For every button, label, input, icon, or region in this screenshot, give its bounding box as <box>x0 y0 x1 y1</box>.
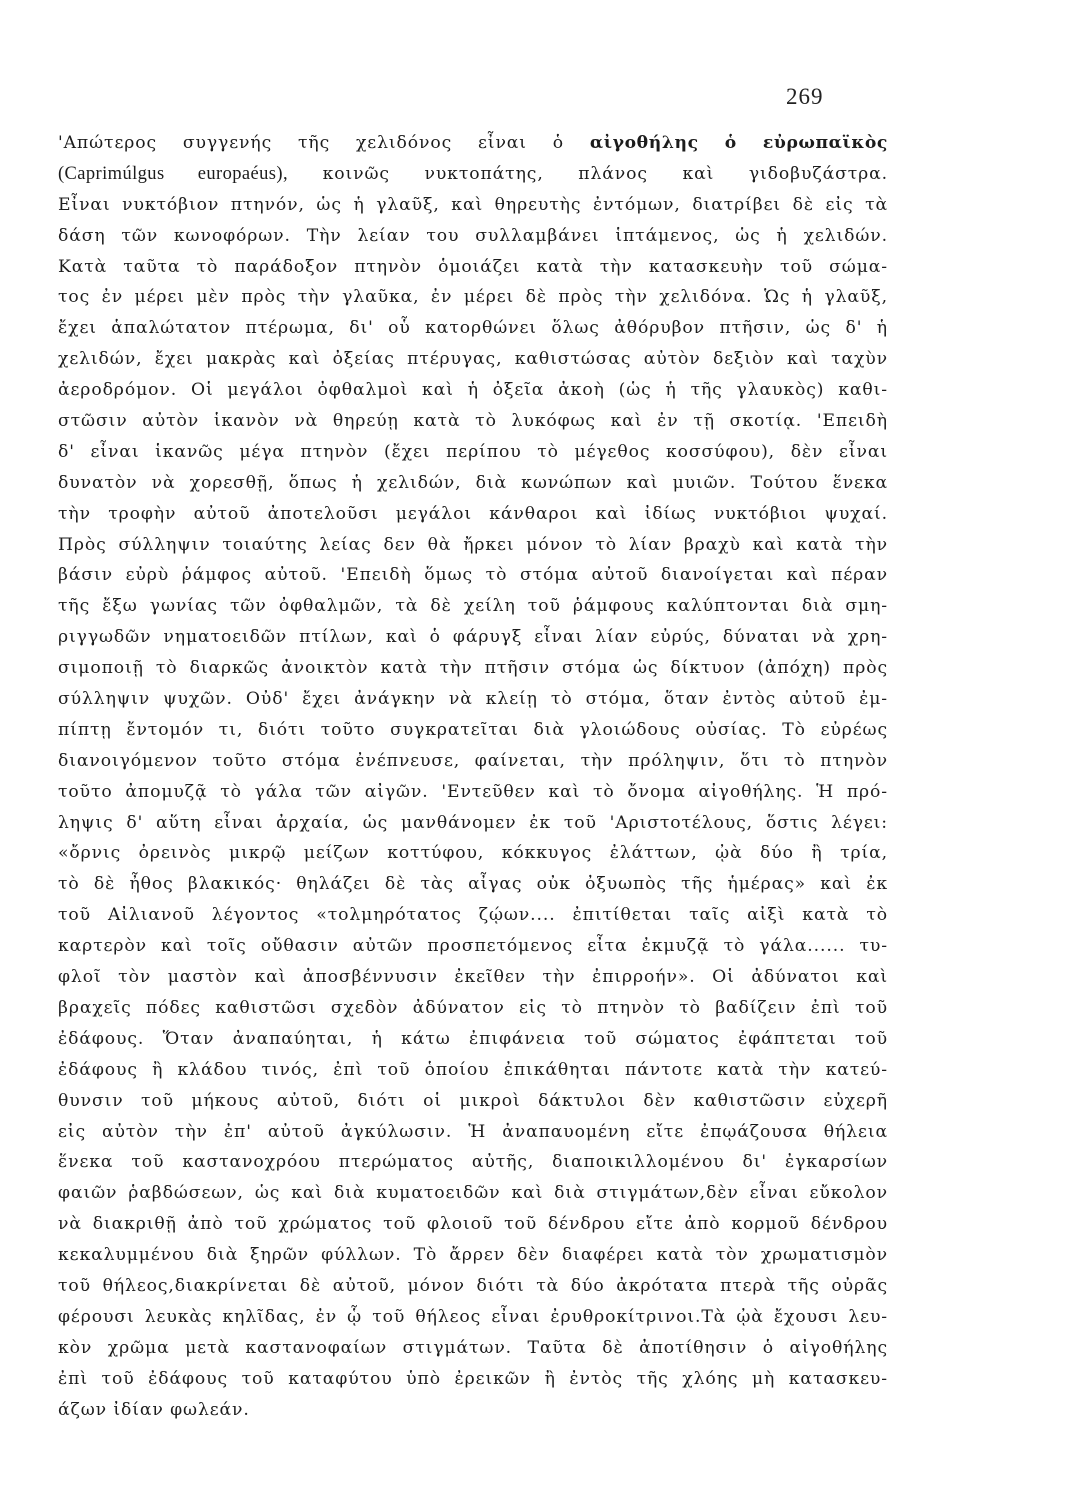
text-line: Κατὰ ταῦτα τὸ παράδοξον πτηνὸν ὁμοιάζει κατὰ τὴν κατασκευὴν τοῦ σώμα- <box>58 256 888 277</box>
text-line: κεκαλυμμένου διὰ ξηρῶν φύλλων. Τὸ ἄρρεν δὲν διαφέρει κατὰ τὸν χρωματισμὸν <box>58 1245 888 1266</box>
text-line: τῆς ἔξω γωνίας τῶν ὀφθαλμῶν, τὰ δὲ χείλη τοῦ ῥάμφους καλύπτονται διὰ σμη- <box>58 596 888 617</box>
text-line: νὰ διακριθῇ ἀπὸ τοῦ χρώματος τοῦ φλοιοῦ τοῦ δένδρου εἴτε ἀπὸ κορμοῦ δένδρου <box>58 1214 888 1235</box>
text-line: δυνατὸν νὰ χορεσθῇ, ὅπως ἡ χελιδών, διὰ κωνώπων καὶ μυιῶν. Τούτου ἕνεκα <box>58 472 888 493</box>
species-name-bold: αἰγοθήλης ὁ εὐρωπαϊκὸς <box>589 133 888 153</box>
text-line: χελιδών, ἔχει μακρὰς καὶ ὀξείας πτέρυγας, καθιστώσας αὐτὸν δεξιὸν καὶ ταχὺν <box>58 349 888 370</box>
text-line: σιμοποιῇ τὸ διαρκῶς ἀνοικτὸν κατὰ τὴν πτῆσιν στόμα ὡς δίκτυον (ἀπόχη) πρὸς <box>58 658 888 679</box>
text-run: 'Απώτερος συγγενής τῆς χελιδόνος εἶναι ὁ <box>58 133 590 153</box>
text-line: καρτερὸν καὶ τοῖς οὔθασιν αὐτῶν προσπετόμενος εἶτα ἐκμυζᾷ τὸ γάλα...... τυ- <box>58 936 888 957</box>
text-line-last: άζων ἰδίαν φωλεάν. <box>58 1399 250 1420</box>
text-line: ἀεροδρόμον. Οἱ μεγάλοι ὀφθαλμοὶ καὶ ἡ ὀξεῖα ἀκοὴ (ὡς ἡ τῆς γλαυκὸς) καθι- <box>58 380 888 401</box>
text-line: τοῦτο ἀπομυζᾷ τὸ γάλα τῶν αἰγῶν. 'Εντεῦθεν καὶ τὸ ὄνομα αἰγοθήλης. Ἡ πρό- <box>58 781 888 802</box>
text-line: ἐπὶ τοῦ ἐδάφους τοῦ καταφύτου ὑπὸ ἐρεικῶν ἢ ἐντὸς τῆς χλόης μὴ κατασκευ- <box>58 1368 888 1389</box>
text-line: κὸν χρῶμα μετὰ καστανοφαίων στιγμάτων. Ταῦτα δὲ ἀποτίθησιν ὁ αἰγοθήλης <box>58 1337 888 1358</box>
text-line: ἐδάφους. Ὅταν ἀναπαύηται, ἡ κάτω ἐπιφάνεια τοῦ σώματος ἐφάπτεται τοῦ <box>58 1028 888 1049</box>
text-line: φαιῶν ῥαβδώσεων, ὡς καὶ διὰ κυματοειδῶν καὶ διὰ στιγμάτων,δὲν εἶναι εὔκολον <box>58 1183 888 1204</box>
text-line: σύλληψιν ψυχῶν. Οὐδ' ἔχει ἀνάγκην νὰ κλείῃ τὸ στόμα, ὅταν ἐντὸς αὐτοῦ ἐμ- <box>58 689 888 710</box>
text-line: τὴν τροφὴν αὐτοῦ ἀποτελοῦσι μεγάλοι κάνθαροι καὶ ἰδίως νυκτόβιοι ψυχαί. <box>58 503 888 524</box>
text-line: φλοῖ τὸν μαστὸν καὶ ἀποσβέννυσιν ἐκεῖθεν τὴν ἐπιρροήν». Οἱ ἀδύνατοι καὶ <box>58 967 888 988</box>
text-line: δάση τῶν κωνοφόρων. Τὴν λείαν του συλλαμβάνει ἱπτάμενος, ὡς ἡ χελιδών. <box>58 225 888 246</box>
text-line <box>58 159 888 190</box>
text-line: ἕνεκα τοῦ καστανοχρόου πτερώματος αὐτῆς, διαποικιλλομένου δι' ἐγκαρσίων <box>58 1152 888 1173</box>
text-line: δ' εἶναι ἱκανῶς μέγα πτηνὸν (ἔχει περίπου τὸ μέγεθος κοσσύφου), δὲν εἶναι <box>58 441 888 462</box>
text-line: τος ἐν μέρει μὲν πρὸς τὴν γλαῦκα, ἐν μέρει δὲ πρὸς τὴν χελιδόνα. Ὡς ἡ γλαῦξ, <box>58 287 888 308</box>
text-line: τοῦ θήλεος,διακρίνεται δὲ αὐτοῦ, μόνον διότι τὰ δύο ἀκρότατα πτερὰ τῆς οὐρᾶς <box>58 1275 888 1296</box>
text-line: θυνσιν τοῦ μήκους αὐτοῦ, διότι οἱ μικροὶ δάκτυλοι δὲν καθιστῶσιν εὐχερῆ <box>58 1090 888 1111</box>
text-line: τὸ δὲ ἦθος βλακικός· θηλάζει δὲ τὰς αἶγας οὐκ ὀξυωπὸς τῆς ἡμέρας» καὶ ἐκ <box>58 874 888 895</box>
text-line: ἔχει ἁπαλώτατον πτέρωμα, δι' οὗ κατορθώνει ὅλως ἀθόρυβον πτῆσιν, ὡς δ' ἡ <box>58 318 888 339</box>
text-run: κοινῶς νυκτοπάτης, πλάνος καὶ γιδοβυζάστρα. <box>287 163 888 184</box>
text-line: ριγγωδῶν νηματοειδῶν πτίλων, καὶ ὁ φάρυγξ εἶναι λίαν εὐρύς, δύναται νὰ χρη- <box>58 627 888 648</box>
text-line: φέρουσι λευκὰς κηλῖδας, ἐν ᾧ τοῦ θήλεος εἶναι ἐρυθροκίτρινοι.Τὰ ᾠὰ ἔχουσι λευ- <box>58 1306 888 1327</box>
text-line: τοῦ Αἰλιανοῦ λέγοντος «τολμηρότατος ζῴων.... ἐπιτίθεται ταῖς αἰξὶ κατὰ τὸ <box>58 905 888 926</box>
text-line: ἐδάφους ἢ κλάδου τινός, ἐπὶ τοῦ ὁποίου ἐπικάθηται πάντοτε κατὰ τὴν κατεύ- <box>58 1059 888 1080</box>
text-line: στῶσιν αὐτὸν ἱκανὸν νὰ θηρεύῃ κατὰ τὸ λυκόφως καὶ ἐν τῇ σκοτίᾳ. 'Επειδὴ <box>58 411 888 432</box>
text-line: πίπτῃ ἔντομόν τι, διότι τοῦτο συγκρατεῖται διὰ γλοιώδους οὐσίας. Τὸ εὐρέως <box>58 719 888 740</box>
text-line <box>58 128 888 159</box>
text-line: Εἶναι νυκτόβιον πτηνόν, ὡς ἡ γλαῦξ, καὶ θηρευτὴς ἐντόμων, διατρίβει δὲ εἰς τὰ <box>58 194 888 215</box>
text-line: ληψις δ' αὕτη εἶναι ἀρχαία, ὡς μανθάνομεν ἐκ τοῦ 'Αριστοτέλους, ὅστις λέγει: <box>58 812 888 833</box>
page-number: 269 <box>786 84 824 109</box>
text-line: «ὄρνις ὀρεινὸς μικρῷ μείζων κοττύφου, κόκκυγος ἐλάττων, ᾠὰ δύο ἢ τρία, <box>58 843 888 864</box>
text-line: Πρὸς σύλληψιν τοιαύτης λείας δεν θὰ ἤρκει μόνον τὸ λίαν βραχὺ καὶ κατὰ τὴν <box>58 534 888 555</box>
latin-name: (Caprimúlgus europaéus), <box>58 163 288 184</box>
text-line: βάσιν εὐρὺ ῥάμφος αὐτοῦ. 'Επειδὴ ὅμως τὸ στόμα αὐτοῦ διανοίγεται καὶ πέραν <box>58 565 888 586</box>
body-text <box>58 128 888 1425</box>
text-line: εἰς αὐτὸν τὴν ἐπ' αὐτοῦ ἀγκύλωσιν. Ἡ ἀναπαυομένη εἴτε ἐπῳάζουσα θήλεια <box>58 1121 888 1142</box>
text-line: διανοιγόμενον τοῦτο στόμα ἐνέπνευσε, φαίνεται, τὴν πρόληψιν, ὅτι τὸ πτηνὸν <box>58 750 888 771</box>
text-line: βραχεῖς πόδες καθιστῶσι σχεδὸν ἀδύνατον εἰς τὸ πτηνὸν τὸ βαδίζειν ἐπὶ τοῦ <box>58 997 888 1018</box>
